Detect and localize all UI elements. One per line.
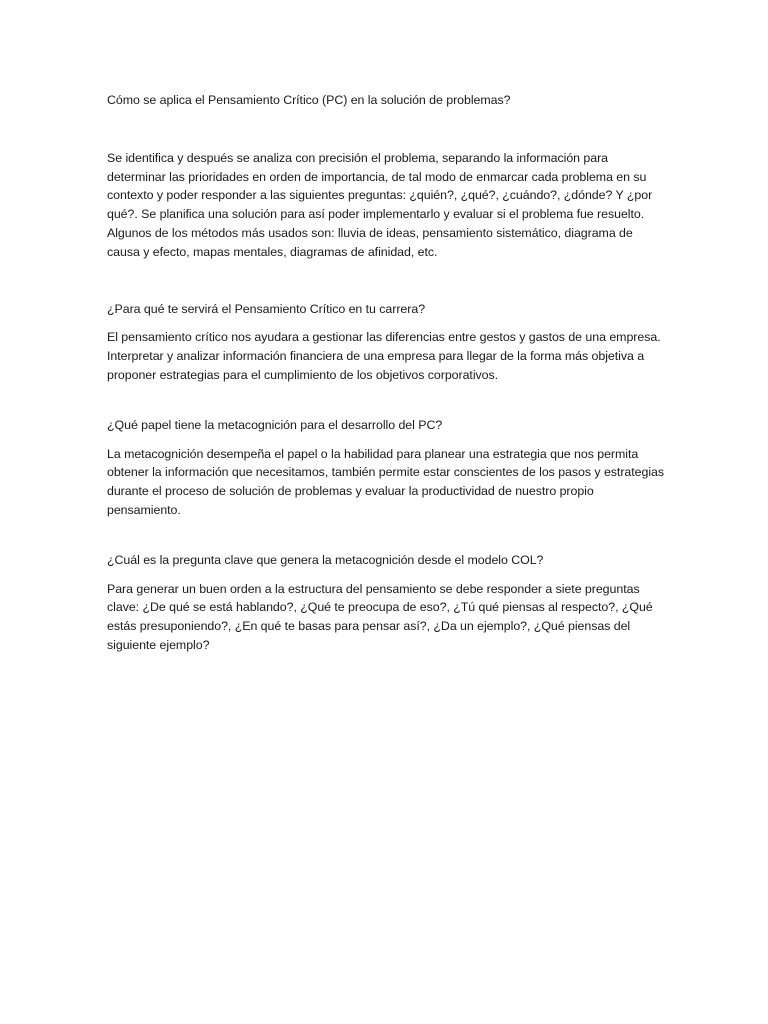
answer-3-paragraph: La metacognición desempeña el papel o la habilidad para planear una estrategia que nos permita obtener la información que necesitamos, también permite estar conscientes de los pasos y estrategias durante el proceso de solución de problemas y evaluar la productividad de nuestro propio pensamiento. [107,446,665,517]
question-1-heading: Cómo se aplica el Pensamiento Crítico (PC) en la solución de problemas? [107,93,511,107]
answer-1-paragraph: Se identifica y después se analiza con precisión el problema, separando la información para determinar las prioridades en orden de importancia, de tal modo de enmarcar cada problema en su contexto y poder responder a las siguientes preguntas: ¿quién?, ¿qué?, ¿cuándo?, ¿dónde? Y ¿por qué?. Se planifica una solución para así poder implementarlo y evaluar si el problema fue resuelto. Algunos de los métodos más usados son: lluvia de ideas, pensamiento sistemático, diagrama de causa y efecto, mapas mentales, diagramas de afinidad, etc. [107,150,653,259]
answer-4-paragraph: Para generar un buen orden a la estructura del pensamiento se debe responder a siete preguntas clave: ¿De qué se está hablando?, ¿Qué te preocupa de eso?, ¿Tú qué piensas al respecto?, ¿Qué estás presuponiendo?, ¿En qué te basas para pensar así?, ¿Da un ejemplo?, ¿Qué piensas del siguiente ejemplo? [107,581,653,652]
question-4-heading: ¿Cuál es la pregunta clave que genera la metacognición desde el modelo COL? [107,552,544,567]
question-2-heading: ¿Para qué te servirá el Pensamiento Crítico en tu carrera? [107,301,426,316]
answer-2-paragraph: El pensamiento crítico nos ayudara a gestionar las diferencias entre gestos y gastos de una empresa. Interpretar y analizar información financiera de una empresa para llegar de la forma más objetiva a proponer estrategias para el cumplimiento de los objetivos corporativos. [107,330,661,382]
document-body [107,91,667,655]
question-3-heading: ¿Qué papel tiene la metacognición para el desarrollo del PC? [107,417,443,432]
